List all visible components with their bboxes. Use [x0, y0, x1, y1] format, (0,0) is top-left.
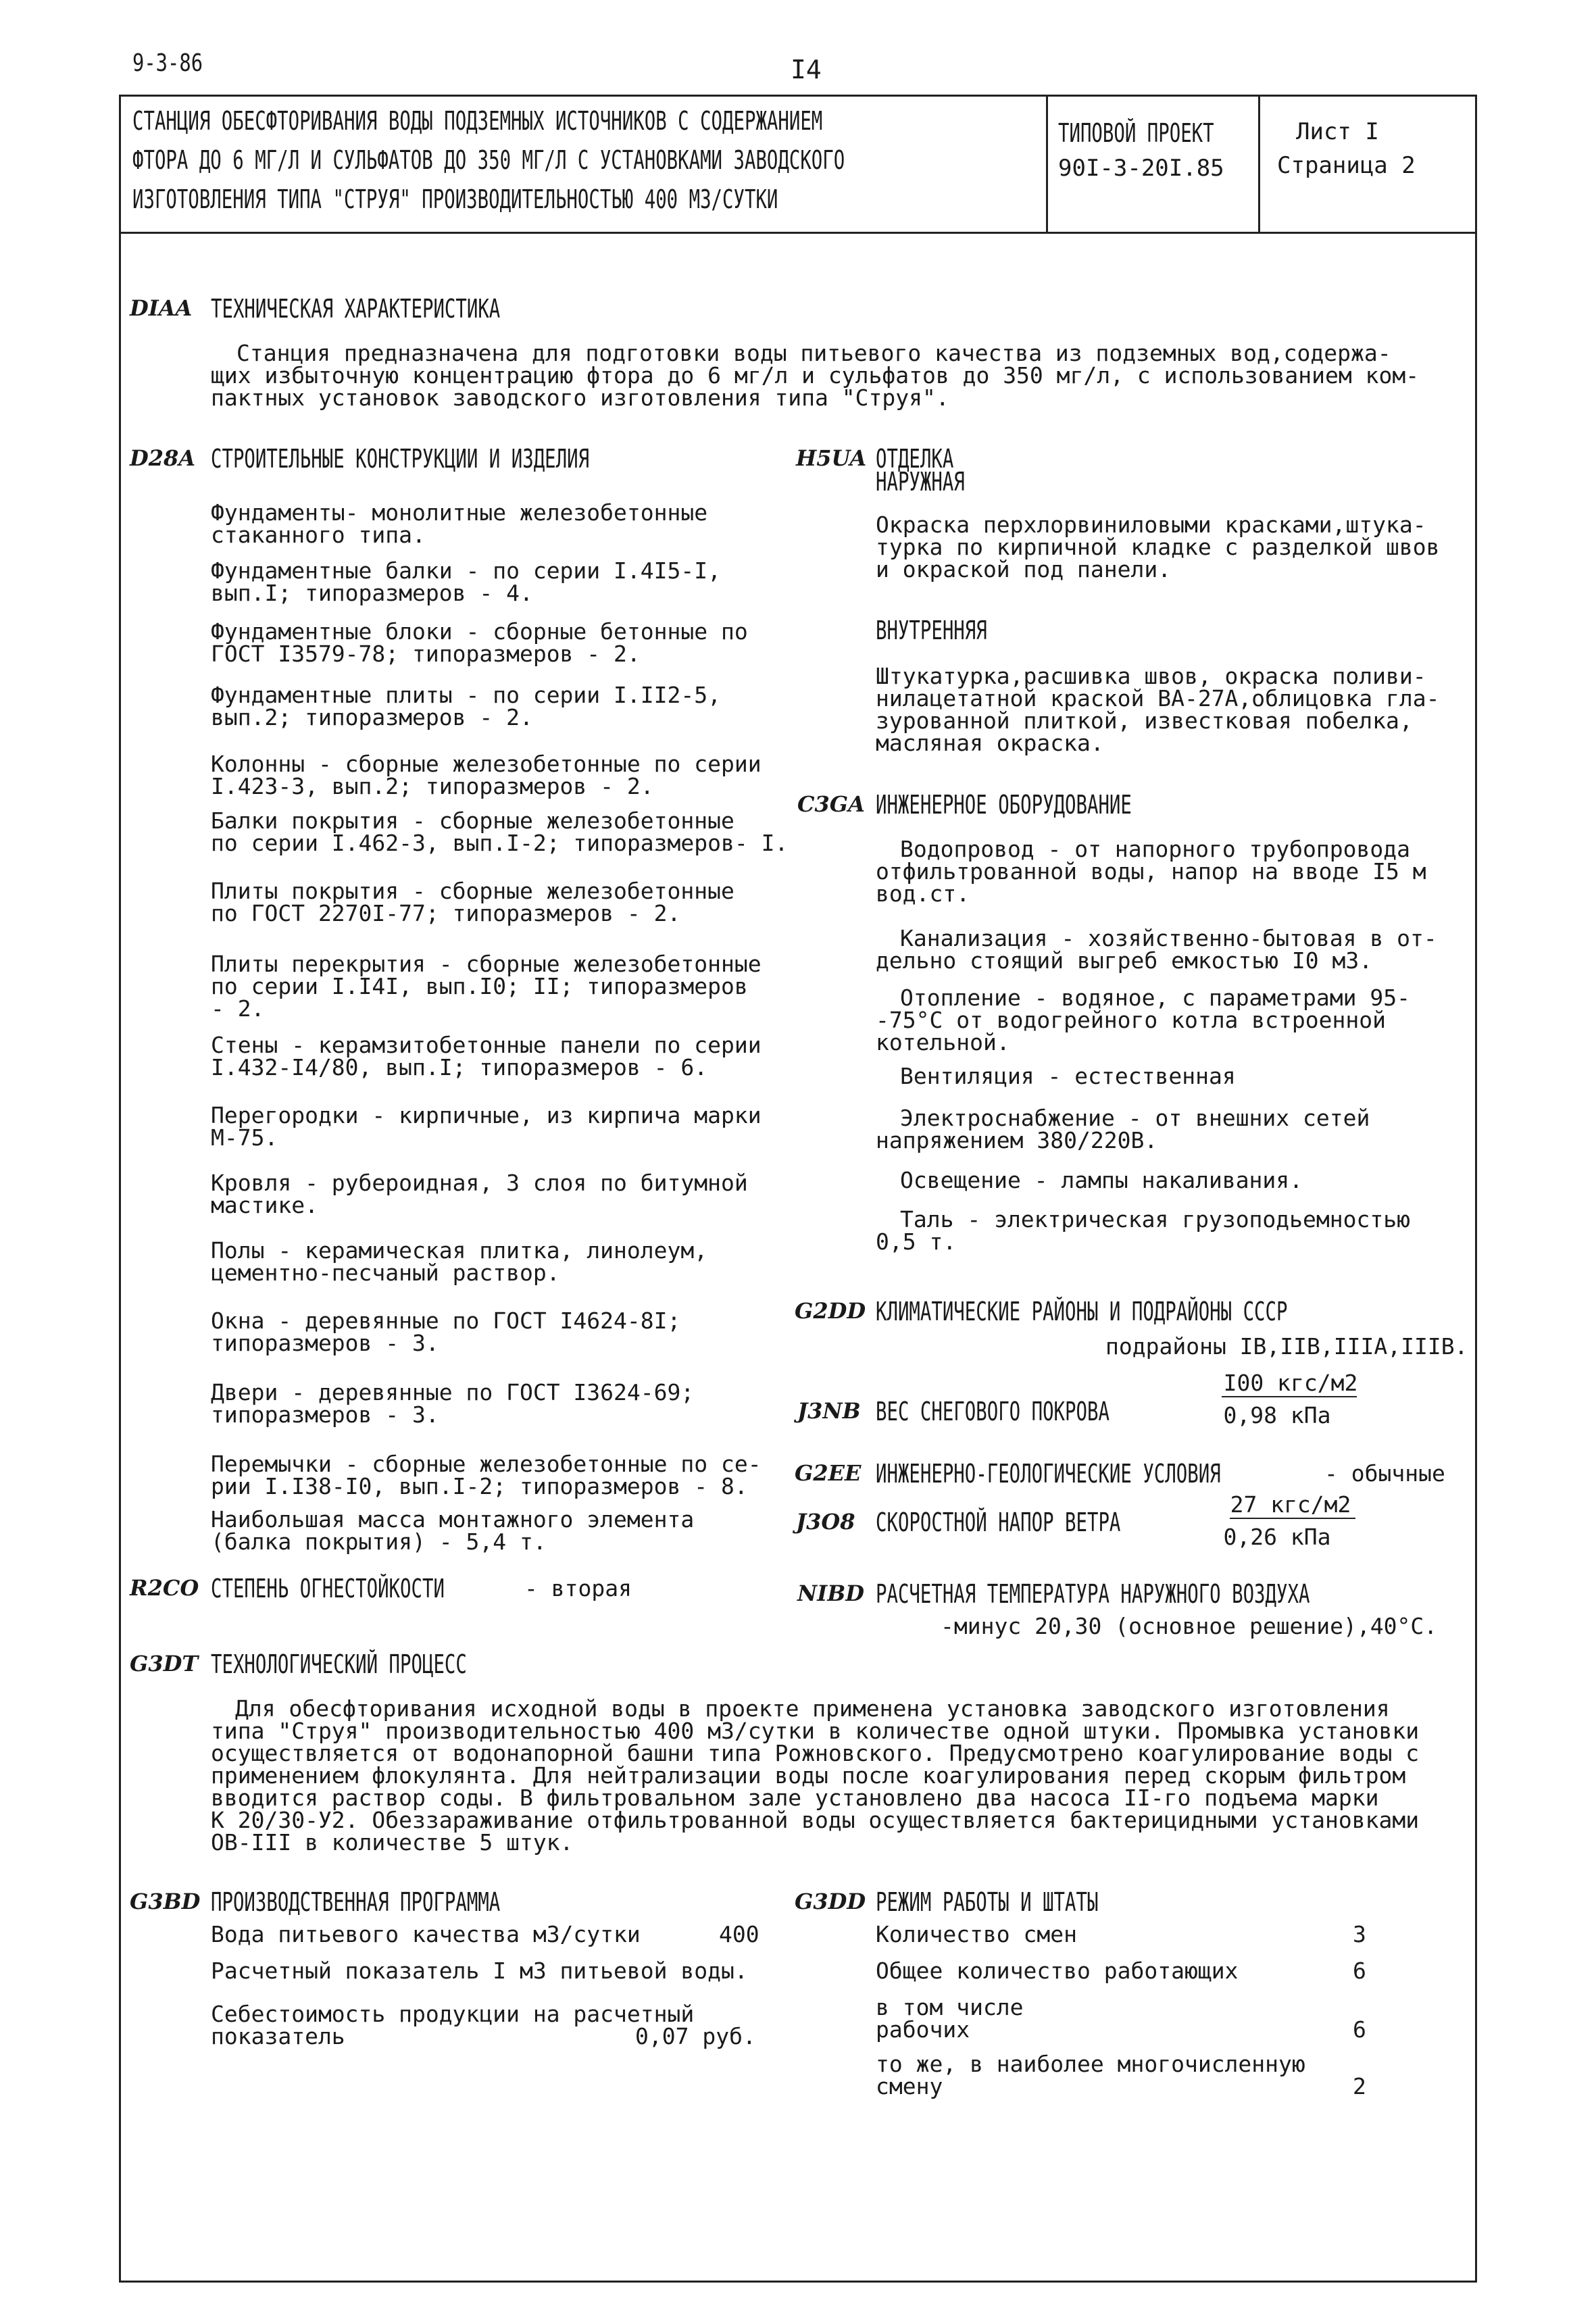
item-line: цементно-песчаный раствор. [211, 1260, 560, 1286]
finish-line: турка по кирпичной кладке с разделкой швов [876, 534, 1440, 560]
finish-heading: ОТДЕЛКА [876, 444, 954, 474]
item-line: рии I.I38-I0, вып.I-2; типоразмеров - 8. [211, 1473, 748, 1499]
engineering-heading: ИНЖЕНЕРНОЕ ОБОРУДОВАНИЕ [876, 790, 1132, 820]
item-line: вып.2; типоразмеров - 2. [211, 704, 533, 730]
item-line: М-75. [211, 1124, 278, 1151]
item-line: дельно стоящий выгреб емкостью I0 м3. [876, 947, 1373, 974]
document-reference: 9-3-86 [132, 49, 203, 77]
item-line: вод.ст. [876, 880, 970, 907]
engineering-item [876, 1169, 1303, 1191]
item-line: Наибольшая масса монтажного элемента [211, 1506, 695, 1533]
code-g3dd: G3DD [795, 1889, 866, 1914]
item-line: Фундаменты- монолитные железобетонные [211, 499, 708, 526]
finish-line: масляная окраска. [876, 730, 1104, 756]
title-separator-2 [1258, 95, 1260, 234]
finish-line: и окраской под панели. [876, 556, 1172, 582]
staff-shifts-label: Количество смен [876, 1921, 1078, 1947]
item-line: Перемычки - сборные железобетонные по се- [211, 1451, 762, 1477]
staff-max-value: 2 [1353, 2073, 1366, 2099]
title-separator-1 [1046, 95, 1048, 234]
tech-line: щих избыточную концентрацию фтора до 6 мг/л и сульфатов до 350 мг/л, с использованием ком- [211, 362, 1420, 389]
project-number: 90I-3-20I.85 [1058, 155, 1224, 182]
geology-value: - обычные [1324, 1460, 1445, 1487]
item-line: Двери - деревянные по ГОСТ I3624-69; [211, 1379, 695, 1405]
item-line: Таль - электрическая грузоподьемностью [900, 1206, 1410, 1233]
wind-numerator: 27 кгс/м2 [1230, 1491, 1351, 1518]
finish-line: Штукатурка,расшивка швов, окраска поливи- [876, 663, 1426, 689]
item-line: I.423-3, вып.2; типоразмеров - 2. [211, 773, 654, 799]
construction-item [211, 1453, 762, 1497]
item-line: Полы - керамическая плитка, линолеум, [211, 1237, 708, 1264]
item-line: отфильтрованной воды, напор на вводе I5 м [876, 858, 1426, 885]
item-line: Фундаментные плиты - по серии I.II2-5, [211, 682, 721, 708]
item-line: Балки покрытия - сборные железобетонные [211, 807, 734, 834]
engineering-item [876, 987, 1410, 1053]
construction-item [211, 1104, 762, 1149]
finish-line: Окраска перхлорвиниловыми красками,штука- [876, 512, 1426, 538]
climate-value: подрайоны IВ,IIВ,IIIА,IIIВ. [1105, 1333, 1468, 1360]
staff-shifts-value: 3 [1353, 1921, 1366, 1947]
construction-item [211, 684, 721, 728]
program-water-label: Вода питьевого качества м3/сутки [211, 1921, 641, 1947]
title-line-3: ИЗГОТОВЛЕНИЯ ТИПА "СТРУЯ" ПРОИЗВОДИТЕЛЬНОСТЬЮ 400 М3/СУТКИ [132, 184, 778, 214]
engineering-item [876, 1107, 1370, 1151]
sheet-label: Лист I [1296, 118, 1379, 145]
temperature-label: РАСЧЕТНАЯ ТЕМПЕРАТУРА НАРУЖНОГО ВОЗДУХА [876, 1579, 1310, 1609]
item-line: котельной. [876, 1029, 1010, 1055]
item-line: вып.I; типоразмеров - 4. [211, 580, 533, 606]
staff-heading: РЕЖИМ РАБОТЫ И ШТАТЫ [876, 1887, 1099, 1917]
staff-incl-value: 6 [1353, 2016, 1366, 2043]
code-g3bd: G3BD [130, 1889, 201, 1914]
process-heading: ТЕХНОЛОГИЧЕСКИЙ ПРОЦЕСС [211, 1649, 467, 1679]
construction-item [211, 1508, 694, 1553]
construction-item [211, 559, 721, 604]
engineering-item [876, 927, 1437, 972]
staff-max-label-1: то же, в наиболее многочисленную [876, 2051, 1305, 2077]
process-line: применением флокулянта. Для нейтрализации воды после коагулирования перед скорым фильтром [211, 1762, 1406, 1789]
process-line: вводится раствор соды. В фильтровальном зале установлено два насоса II-го подъема марки [211, 1785, 1379, 1811]
item-line: Освещение - лампы накаливания. [900, 1167, 1303, 1193]
item-line: по ГОСТ 2270I-77; типоразмеров - 2. [211, 900, 681, 926]
item-line: типоразмеров - 3. [211, 1401, 439, 1428]
item-line: мастике. [211, 1192, 318, 1218]
finish-line: нилацетатной краской ВА-27А,облицовка гла- [876, 685, 1440, 712]
code-g2dd: G2DD [795, 1298, 866, 1324]
item-line: стаканного типа. [211, 522, 426, 548]
item-line: Фундаментные блоки - сборные бетонные по [211, 618, 748, 645]
program-indicator: Расчетный показатель I м3 питьевой воды. [211, 1958, 748, 1984]
construction-item [211, 620, 748, 665]
tech-paragraph [211, 342, 1419, 409]
program-heading: ПРОИЗВОДСТВЕННАЯ ПРОГРАММА [211, 1887, 501, 1917]
process-line: типа "Струя" производительностью 400 м3/сутки в количестве одной штуки. Промывка установки [211, 1718, 1420, 1744]
code-d28a: D28A [130, 445, 196, 471]
construction-item [211, 880, 734, 924]
process-line: Для обесфторивания исходной воды в проекте применена установка заводского изготовления [235, 1695, 1390, 1722]
finish-outer-heading: НАРУЖНАЯ [876, 467, 965, 497]
item-line: по серии I.I4I, вып.I0; II; типоразмеров [211, 973, 748, 999]
item-line: Кровля - рубероидная, 3 слоя по битумной [211, 1170, 748, 1196]
code-g2ee: G2EE [795, 1460, 862, 1486]
finish-inner-text [876, 665, 1439, 754]
item-line: Вентиляция - естественная [900, 1063, 1236, 1089]
item-line: ГОСТ I3579-78; типоразмеров - 2. [211, 641, 641, 667]
item-line: Канализация - хозяйственно-бытовая в от- [900, 925, 1437, 951]
project-label: ТИПОВОЙ ПРОЕКТ [1058, 118, 1214, 148]
item-line: Электроснабжение - от внешних сетей [900, 1105, 1370, 1131]
item-line: Окна - деревянные по ГОСТ I4624-8I; [211, 1308, 681, 1334]
construction-item [211, 753, 762, 797]
program-cost-value: 0,07 руб. [635, 2023, 756, 2049]
item-line: типоразмеров - 3. [211, 1330, 439, 1356]
item-line: Плиты покрытия - сборные железобетонные [211, 878, 734, 904]
construction-item [211, 1172, 748, 1216]
item-line: Колонны - сборные железобетонные по серии [211, 751, 762, 777]
engineering-item [876, 1065, 1236, 1087]
item-line: I.432-I4/80, вып.I; типоразмеров - 6. [211, 1054, 708, 1080]
snow-fraction-line [1222, 1396, 1357, 1397]
page-label: Страница 2 [1277, 152, 1416, 179]
staff-max-label-2: смену [876, 2073, 943, 2099]
code-j3o8: J3O8 [796, 1509, 855, 1535]
program-water-value: 400 [719, 1921, 759, 1947]
code-j3nb: J3NB [797, 1398, 861, 1424]
item-line: по серии I.462-3, вып.I-2; типоразмеров- I. [211, 830, 789, 856]
finish-outer-text [876, 514, 1439, 580]
construction-heading: СТРОИТЕЛЬНЫЕ КОНСТРУКЦИИ И ИЗДЕЛИЯ [211, 444, 590, 474]
item-line: -75°С от водогрейного котла встроенной [876, 1007, 1386, 1033]
construction-item [211, 953, 762, 1020]
geology-label: ИНЖЕНЕРНО-ГЕОЛОГИЧЕСКИЕ УСЛОВИЯ [876, 1459, 1221, 1489]
wind-fraction-line [1230, 1518, 1355, 1519]
construction-item [211, 1310, 680, 1354]
construction-item [211, 1034, 762, 1078]
staff-workers-label: Общее количество работающих [876, 1958, 1239, 1984]
temperature-value: -минус 20,30 (основное решение),40°С. [941, 1613, 1438, 1639]
code-h5ua: H5UA [796, 445, 867, 471]
code-g3dt: G3DT [130, 1651, 199, 1676]
tech-heading: ТЕХНИЧЕСКАЯ ХАРАКТЕРИСТИКА [211, 294, 501, 324]
item-line: Отопление - водяное, с параметрами 95- [900, 985, 1410, 1011]
item-line: Стены - керамзитобетонные панели по серии [211, 1032, 762, 1058]
wind-label: СКОРОСТНОЙ НАПОР ВЕТРА [876, 1508, 1121, 1537]
program-cost-label-1: Себестоимость продукции на расчетный [211, 2001, 695, 2027]
item-line: 0,5 т. [876, 1228, 957, 1255]
engineering-item [876, 838, 1426, 905]
item-line: Водопровод - от напорного трубопровода [900, 836, 1410, 862]
finish-line: зурованной плиткой, известковая побелка, [876, 707, 1413, 734]
construction-item [211, 1239, 707, 1284]
fire-value: - вторая [524, 1575, 632, 1601]
item-line: Плиты перекрытия - сборные железобетонные [211, 951, 762, 977]
item-line: Фундаментные балки - по серии I.4I5-I, [211, 557, 721, 584]
item-line: - 2. [211, 995, 265, 1022]
code-n1bd: NIBD [797, 1580, 865, 1606]
wind-denominator: 0,26 кПа [1223, 1524, 1331, 1550]
item-line: напряжением 380/220В. [876, 1127, 1158, 1153]
construction-item [211, 807, 789, 856]
construction-item [211, 1381, 694, 1426]
process-line: К 20/30-У2. Обеззараживание отфильтрованной воды осуществляется бактерицидными установками [211, 1807, 1420, 1833]
code-diaa: DIAA [130, 295, 193, 321]
title-line-1: СТАНЦИЯ ОБЕСФТОРИВАНИЯ ВОДЫ ПОДЗЕМНЫХ ИСТОЧНИКОВ С СОДЕРЖАНИЕМ [132, 106, 823, 136]
staff-incl-label-1: в том числе [876, 1994, 1024, 2020]
process-line: осуществляется от водонапорной башни типа Рожновского. Предусмотрено коагулирование воды с [211, 1740, 1420, 1766]
tech-line: Станция предназначена для подготовки воды питьевого качества из подземных вод,содержа- [236, 340, 1391, 366]
program-cost-label-2: показатель [211, 2023, 345, 2049]
title-line-2: ФТОРА ДО 6 МГ/Л И СУЛЬФАТОВ ДО 350 МГ/Л С УСТАНОВКАМИ ЗАВОДСКОГО [132, 145, 845, 175]
code-c3ga: C3GA [797, 791, 865, 817]
snow-denominator: 0,98 кПа [1223, 1402, 1331, 1428]
tech-line: пактных установок заводского изготовления типа "Струя". [211, 384, 949, 411]
page-number: I4 [791, 55, 822, 84]
finish-inner-heading: ВНУТРЕННЯЯ [876, 616, 987, 645]
code-r2co: R2CO [130, 1575, 199, 1601]
climate-heading: КЛИМАТИЧЕСКИЕ РАЙОНЫ И ПОДРАЙОНЫ СССР [876, 1297, 1288, 1326]
staff-incl-label-2: рабочих [876, 2016, 970, 2043]
snow-numerator: I00 кгс/м2 [1223, 1370, 1358, 1396]
fire-label: СТЕПЕНЬ ОГНЕСТОЙКОСТИ [211, 1574, 445, 1603]
staff-workers-value: 6 [1353, 1958, 1366, 1984]
item-line: (балка покрытия) - 5,4 т. [211, 1528, 547, 1555]
item-line: Перегородки - кирпичные, из кирпича марки [211, 1102, 762, 1128]
process-paragraph [211, 1695, 1420, 1856]
construction-item [211, 501, 707, 546]
snow-label: ВЕС СНЕГОВОГО ПОКРОВА [876, 1397, 1109, 1426]
engineering-item [876, 1208, 1410, 1253]
process-line: ОВ-III в количестве 5 штук. [211, 1829, 574, 1856]
